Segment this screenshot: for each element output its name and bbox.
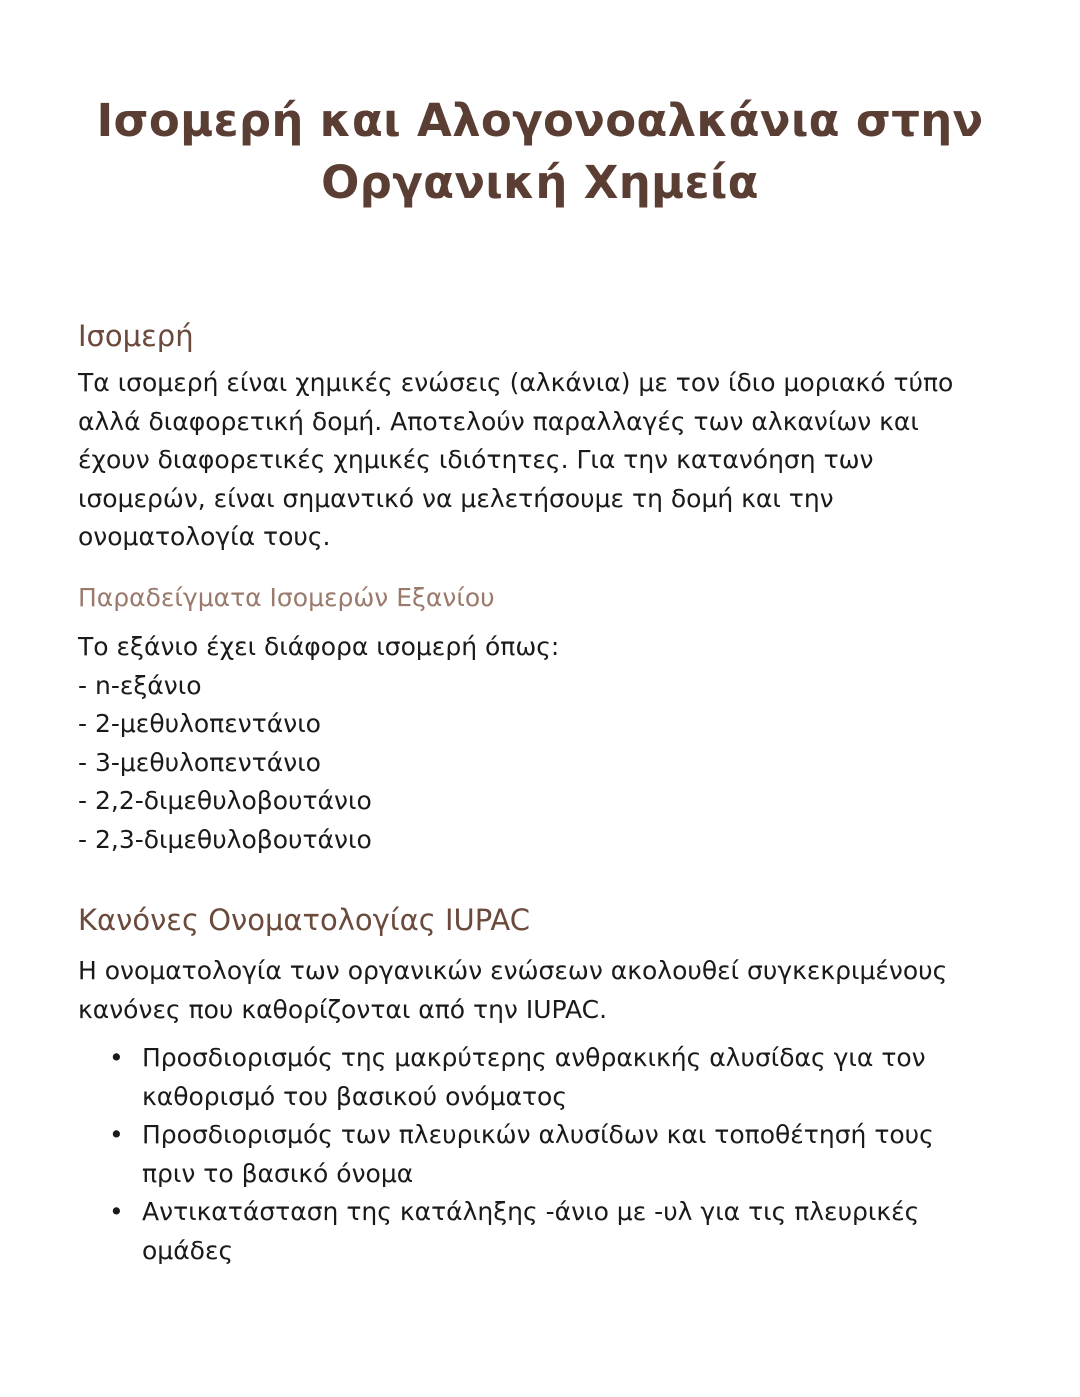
list-item: - 2,3-διμεθυλοβουτάνιο	[78, 824, 372, 854]
bullet-line: Προσδιορισμός της μακρύτερης ανθρακικής αλυσίδας για τον	[142, 1043, 926, 1072]
bullet-item	[78, 1039, 1002, 1116]
section-heading-isomers: Ισομερή	[78, 319, 194, 353]
bullet-item	[78, 1193, 1002, 1270]
section-subheading-hexane: Παραδείγματα Ισομερών Εξανίου	[78, 583, 495, 612]
bullet-line: ομάδες	[142, 1235, 234, 1265]
paragraph-line: αλλά διαφορετική δομή. Αποτελούν παραλλαγές των αλκανίων και	[78, 406, 919, 436]
list-item: - n-εξάνιο	[78, 670, 202, 700]
bullet-line: καθορισμό του βασικού ονόματος	[142, 1081, 568, 1111]
bullet-line: Προσδιορισμός των πλευρικών αλυσίδων και τοποθέτησή τους	[142, 1120, 934, 1149]
iupac-rules-list	[78, 1039, 1002, 1270]
bullet-icon: •	[109, 1197, 124, 1226]
title-line: Ισομερή και Αλογονοαλκάνια στην	[96, 94, 984, 147]
document-title	[78, 90, 1002, 214]
section-isomers	[78, 316, 1002, 557]
paragraph-line: έχουν διαφορετικές χημικές ιδιότητες. Για την κατανόηση των	[78, 445, 874, 474]
isomers-paragraph	[78, 364, 1002, 557]
bullet-item	[78, 1116, 1002, 1193]
section-hexane-examples	[78, 580, 1002, 859]
section-heading-iupac: Κανόνες Ονοματολογίας IUPAC	[78, 903, 530, 937]
paragraph-line: Τα ισομερή είναι χημικές ενώσεις (αλκάνια) με τον ίδιο μοριακό τύπο	[78, 368, 954, 397]
iupac-paragraph	[78, 952, 1002, 1029]
paragraph-line: ισομερών, είναι σημαντικό να μελετήσουμε τη δομή και την	[78, 483, 834, 513]
paragraph-line: ονοματολογία τους.	[78, 522, 331, 551]
list-item: - 2,2-διμεθυλοβουτάνιο	[78, 786, 372, 815]
bullet-icon: •	[109, 1043, 124, 1072]
section-iupac	[78, 900, 1002, 1270]
paragraph-line: Η ονοματολογία των οργανικών ενώσεων ακολουθεί συγκεκριμένους	[78, 956, 948, 985]
bullet-line: Αντικατάσταση της κατάληξης -άνιο με -υλ για τις πλευρικές	[142, 1197, 920, 1226]
hexane-list	[78, 628, 1002, 859]
list-item: - 3-μεθυλοπεντάνιο	[78, 747, 321, 777]
list-item: - 2-μεθυλοπεντάνιο	[78, 709, 321, 738]
hexane-intro: Το εξάνιο έχει διάφορα ισομερή όπως:	[78, 632, 560, 661]
paragraph-line: κανόνες που καθορίζονται από την IUPAC.	[78, 994, 608, 1024]
title-line: Οργανική Χημεία	[321, 156, 759, 209]
bullet-line: πριν το βασικό όνομα	[142, 1158, 414, 1188]
bullet-icon: •	[109, 1120, 124, 1149]
